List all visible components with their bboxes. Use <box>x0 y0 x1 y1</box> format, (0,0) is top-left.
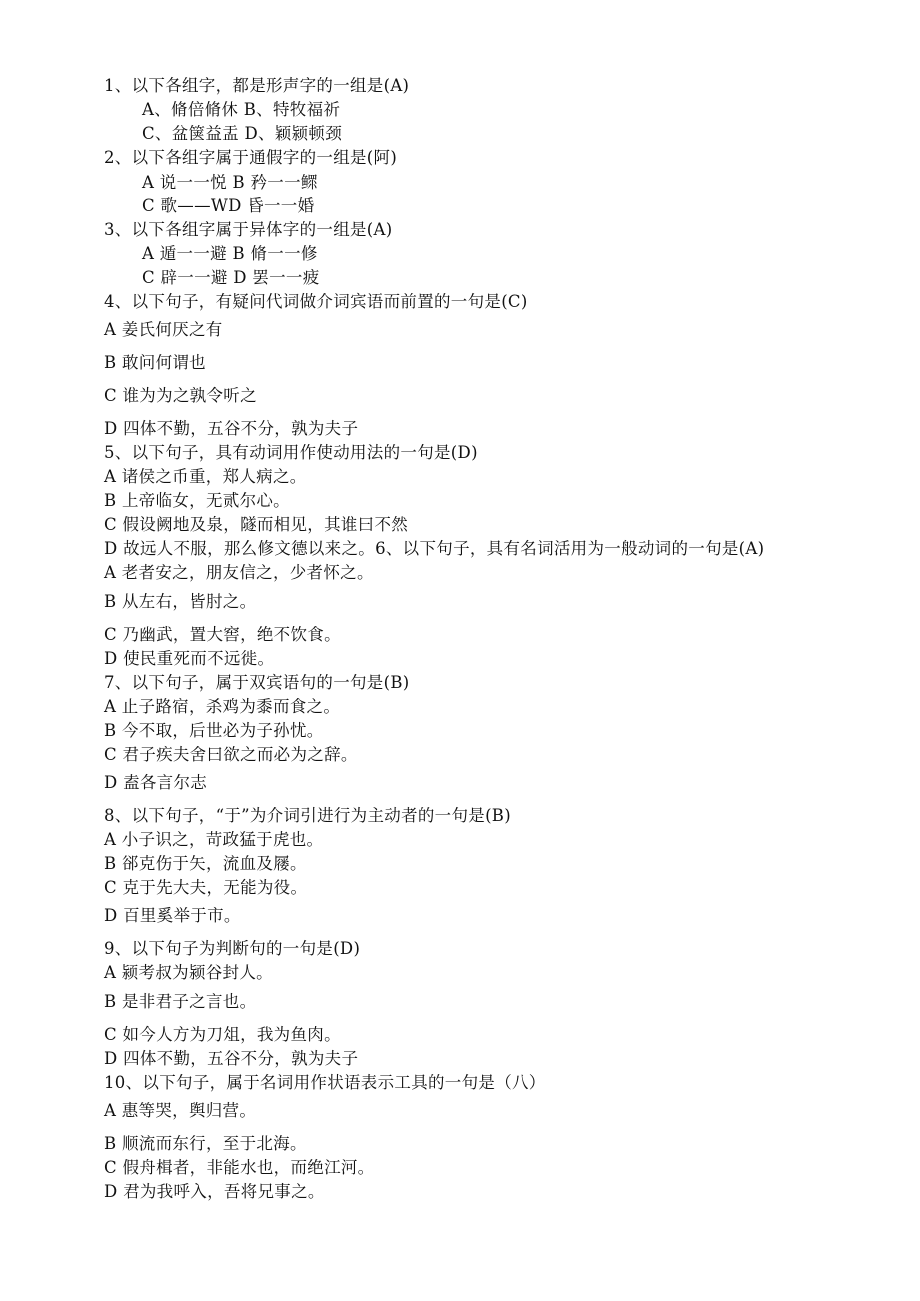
question-8-option-b: B 郤克伤于矢，流血及屦。 <box>104 854 307 873</box>
question-8-option-a: A 小子识之，苛政猛于虎也。 <box>104 830 324 849</box>
question-5-option-b: B 上帝临女，无贰尔心。 <box>104 491 290 510</box>
question-8-option-c: C 克于先大夫，无能为役。 <box>104 878 308 897</box>
question-1-stem: 1、以下各组字，都是形声字的一组是(A) <box>104 76 410 95</box>
question-3-options-ab: A 遁一一避 B 脩一一修 <box>142 244 318 263</box>
question-9-option-a: A 颍考叔为颍谷封人。 <box>104 963 273 982</box>
question-7-option-c: C 君子疾夫舍曰欲之而必为之辞。 <box>104 745 358 764</box>
question-3-options-cd: C 辟一一避 D 罢一一疲 <box>142 268 320 287</box>
question-4-option-a: A 姜氏何厌之有 <box>104 320 223 339</box>
question-7-option-b: B 今不取，后世必为子孙忧。 <box>104 721 324 740</box>
question-10-option-d: D 君为我呼入，吾将兄事之。 <box>104 1182 325 1201</box>
question-10-option-c: C 假舟楫者，非能水也，而绝江河。 <box>104 1158 375 1177</box>
question-5-option-a: A 诸侯之币重，郑人病之。 <box>104 467 307 486</box>
question-1-options-ab: A、脩倍脩休 B、特牧福祈 <box>142 100 341 119</box>
question-3-stem: 3、以下各组字属于异体字的一组是(A) <box>104 220 393 239</box>
question-5-option-c: C 假设阙地及泉，隧而相见，其谁曰不然 <box>104 515 409 534</box>
question-4-option-b: B 敢问何谓也 <box>104 353 206 372</box>
question-7-option-a: A 止子路宿，杀鸡为黍而食之。 <box>104 697 341 716</box>
question-9-option-c: C 如今人方为刀俎，我为鱼肉。 <box>104 1025 341 1044</box>
question-7-option-d: D 盍各言尔志 <box>104 773 208 792</box>
question-8-option-d: D 百里奚举于市。 <box>104 906 241 925</box>
question-2-stem: 2、以下各组字属于通假字的一组是(阿) <box>104 148 398 167</box>
question-6-option-c: C 乃幽武，置大窖，绝不饮食。 <box>104 625 341 644</box>
question-6-option-d: D 使民重死而不远徙。 <box>104 649 275 668</box>
question-4-option-c: C 谁为为之孰令听之 <box>104 386 257 405</box>
question-8-stem: 8、以下句子，“于”为介词引进行为主动者的一句是(B) <box>104 806 511 825</box>
question-10-option-a: A 惠等哭，舆归营。 <box>104 1101 257 1120</box>
question-6-option-b: B 从左右，皆肘之。 <box>104 592 257 611</box>
question-5-stem: 5、以下句子，具有动词用作使动用法的一句是(D) <box>104 443 478 462</box>
question-9-option-b: B 是非君子之言也。 <box>104 992 257 1011</box>
question-1-options-cd: C、盆箧益盂 D、颖颍顿颈 <box>142 124 342 143</box>
question-9-option-d: D 四体不勤，五谷不分，孰为夫子 <box>104 1049 359 1068</box>
question-10-option-b: B 顺流而东行，至于北海。 <box>104 1134 307 1153</box>
question-9-stem: 9、以下句子为判断句的一句是(D) <box>104 939 361 958</box>
question-7-stem: 7、以下句子，属于双宾语句的一句是(B) <box>104 673 410 692</box>
question-4-option-d: D 四体不勤，五谷不分，孰为夫子 <box>104 419 359 438</box>
question-5-option-d-and-question-6-stem: D 故远人不服，那么修文德以来之。6、以下句子，具有名词活用为一般动词的一句是(A) <box>104 539 765 558</box>
question-2-options-cd: C 歌——WD 昏一一婚 <box>142 196 315 215</box>
question-2-options-ab: A 说一一悦 B 矜一一鳏 <box>142 173 318 192</box>
question-4-stem: 4、以下句子，有疑问代词做介词宾语而前置的一句是(C) <box>104 292 528 311</box>
question-6-option-a: A 老者安之，朋友信之，少者怀之。 <box>104 563 374 582</box>
question-10-stem: 10、以下句子，属于名词用作状语表示工具的一句是（八） <box>104 1073 546 1092</box>
